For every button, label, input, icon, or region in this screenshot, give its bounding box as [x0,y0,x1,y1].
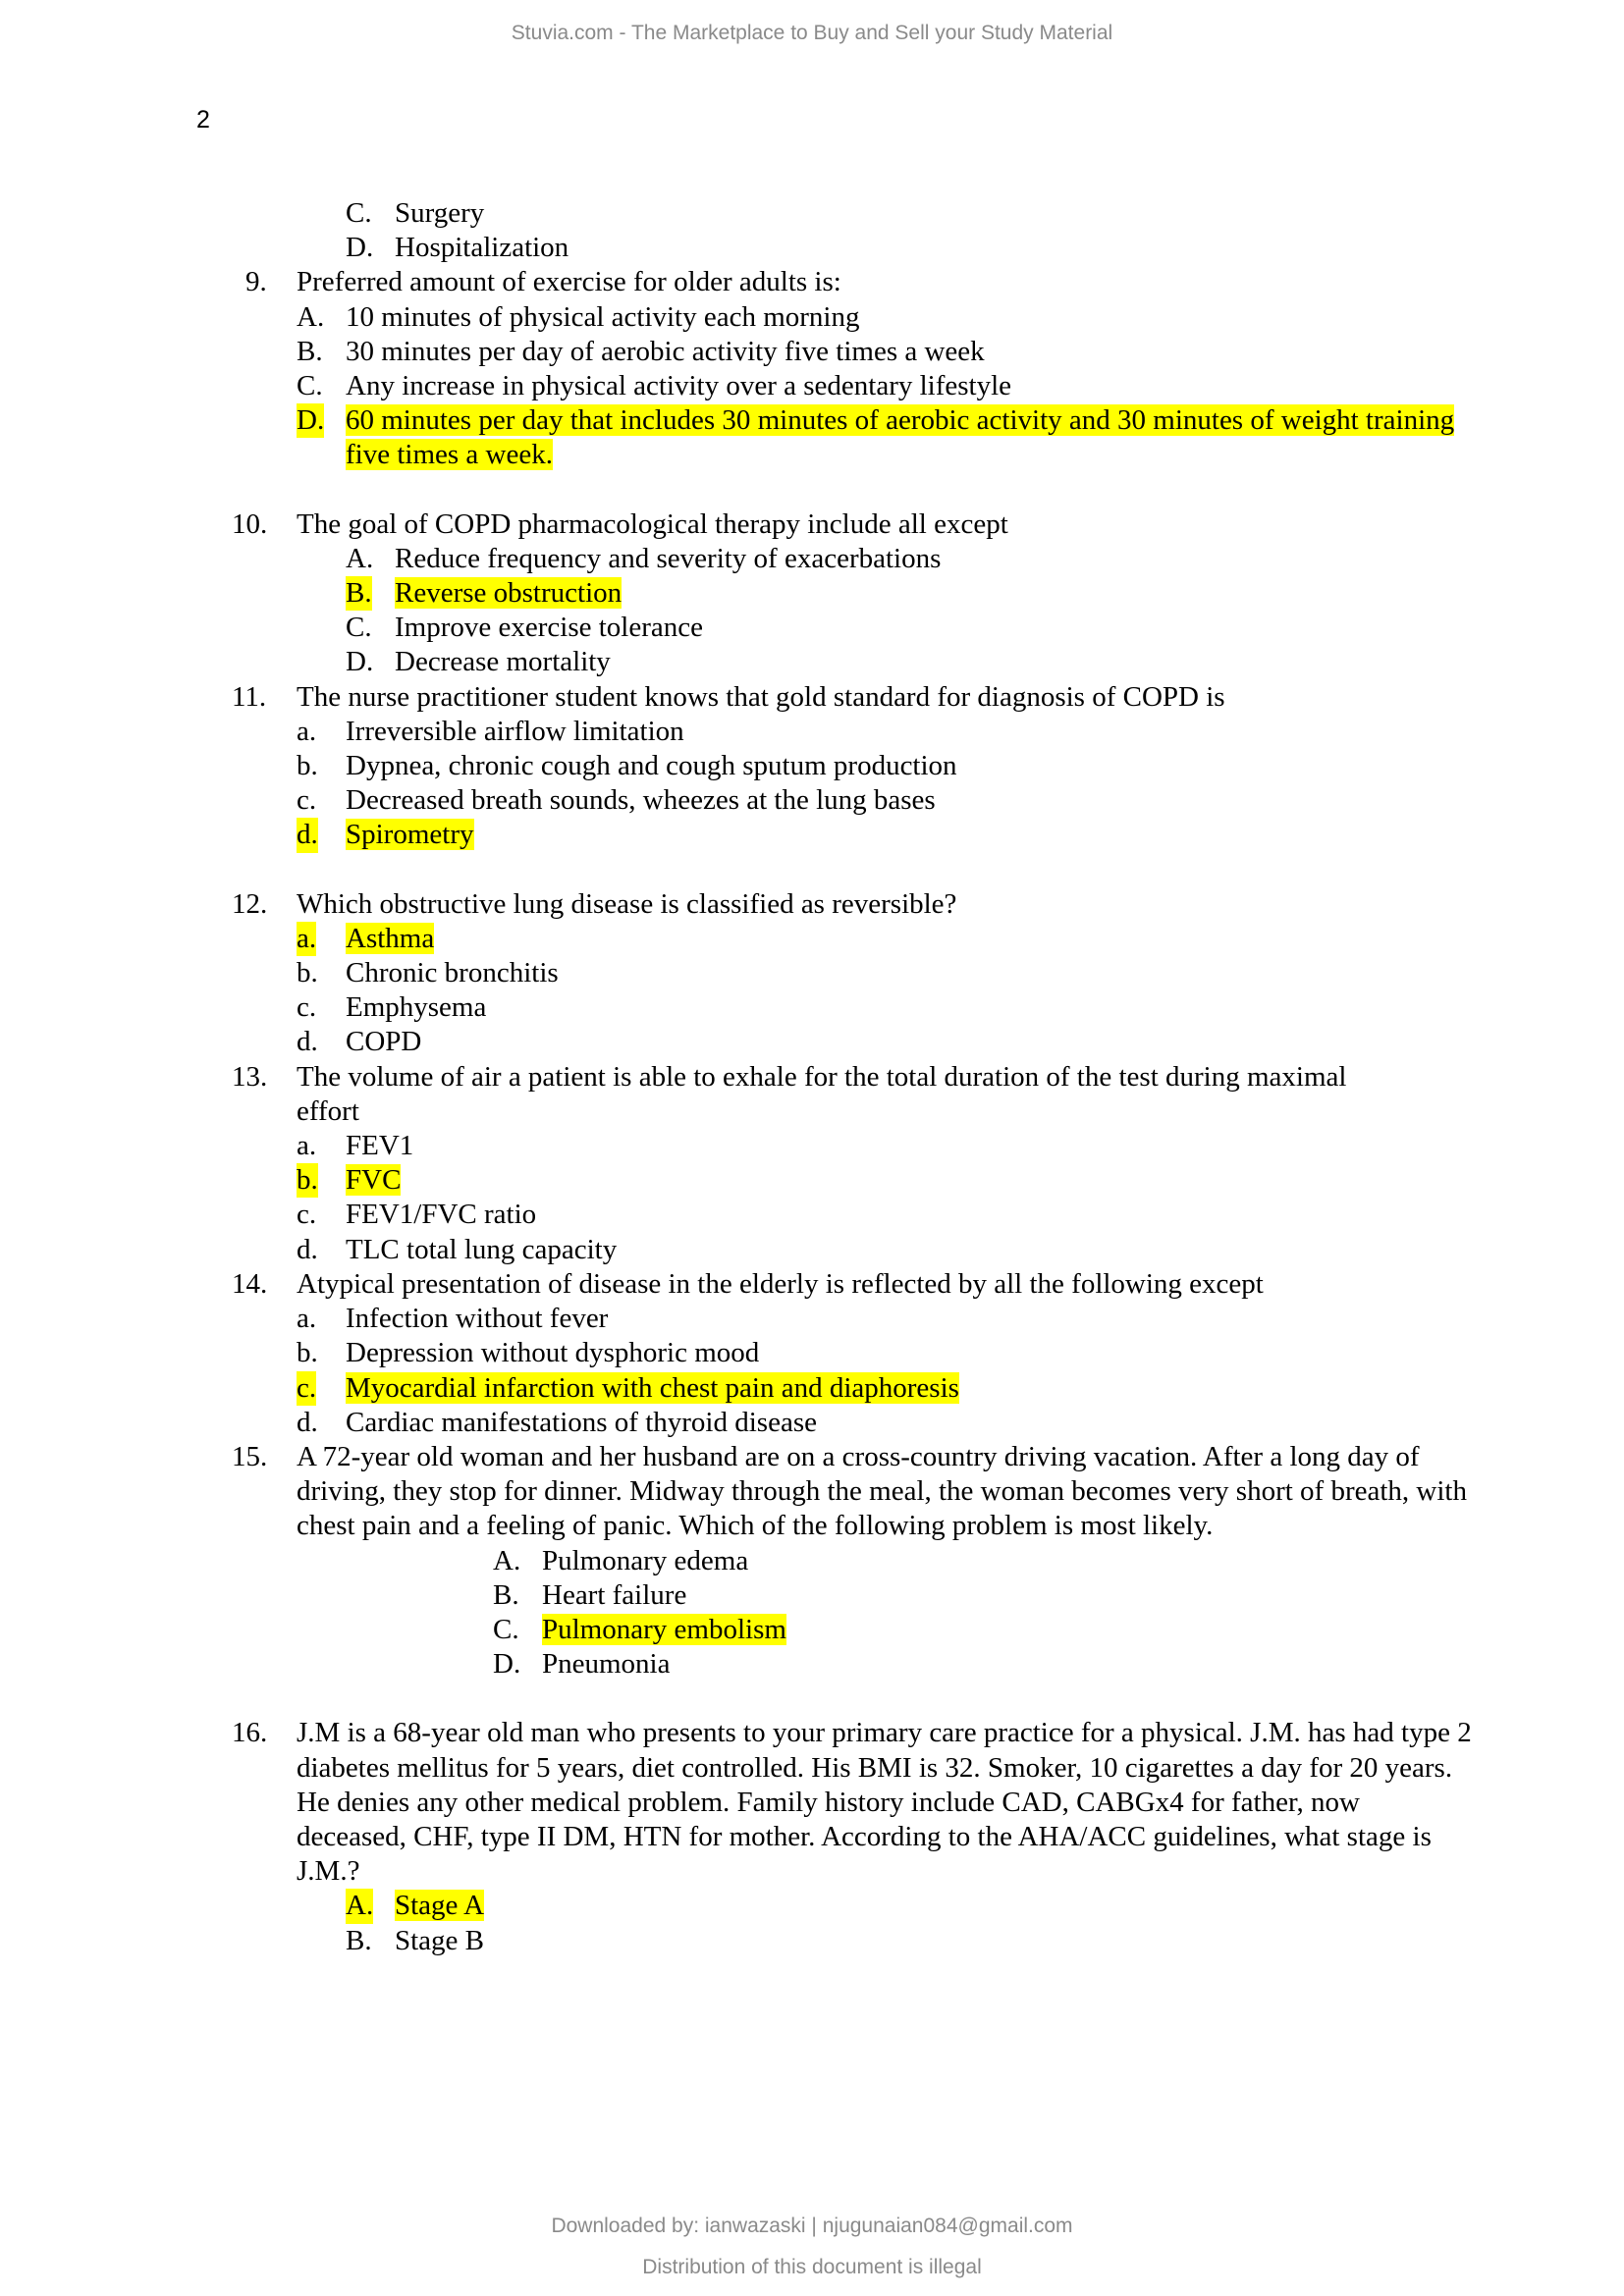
question-text: Which obstructive lung disease is classified as reversible? [297,887,957,920]
option-text: Infection without fever [346,1303,609,1335]
option-letter: a. [297,1130,317,1162]
option-letter: C. [493,1613,519,1645]
option-letter: B. [346,576,372,611]
option-letter: b. [297,957,318,989]
question-text: The nurse practitioner student knows that gold standard for diagnosis of COPD is [297,680,1225,713]
question-number: 11. [232,680,267,713]
option-letter: c. [297,991,317,1024]
option [0,335,1624,369]
option-text: Surgery [395,197,485,229]
question-number: 12. [232,887,268,920]
option-letter: b. [297,1337,318,1369]
option-letter: b. [297,750,318,782]
question-number: 16. [232,1717,268,1749]
option [0,956,1624,990]
option-letter: D. [493,1648,521,1681]
option-letter: a. [297,1303,317,1335]
option-text: Pulmonary edema [542,1544,749,1576]
option-text: 60 minutes per day that includes 30 minutes of aerobic activity and 30 minutes of weight training five times a week. [346,404,1455,471]
question-13 [0,1060,1416,1129]
downloaded-by-footer: Downloaded by: ianwazaski | njugunaian084@gmail.com [551,2215,1073,2237]
question-16 [0,1716,1475,1889]
option-text: Chronic bronchitis [346,957,559,989]
option-text: FEV1 [346,1130,414,1162]
option [0,1025,1624,1059]
option-text: Pulmonary embolism [542,1613,786,1645]
question-text: Preferred amount of exercise for older adults is: [297,266,841,298]
option-letter: C. [297,370,323,402]
option-text: Depression without dysphoric mood [346,1337,760,1369]
question-text: The volume of air a patient is able to exhale for the total duration of the test during maximal effort [297,1060,1347,1127]
option-letter: d. [297,1233,318,1265]
option-text: Reduce frequency and severity of exacerbations [395,542,942,574]
option-highlighted-answer [0,1613,1624,1647]
option-letter: c. [297,1199,317,1231]
option-text: Pneumonia [542,1648,671,1681]
option-letter: D. [346,232,374,264]
option-text: FEV1/FVC ratio [346,1199,537,1231]
option [0,645,1624,679]
question-12 [0,887,1471,922]
option-letter: B. [493,1578,519,1611]
option-letter: A. [346,542,374,574]
option-letter: c. [297,1371,316,1406]
option-highlighted-answer [0,576,1624,611]
option-letter: d. [297,1026,318,1058]
option-text: COPD [346,1026,422,1058]
option-text: Decrease mortality [395,646,611,678]
option-text: Spirometry [346,819,474,851]
option [0,1198,1624,1232]
question-number: 13. [232,1060,268,1093]
question-text: Atypical presentation of disease in the elderly is reflected by all the following except [297,1267,1264,1300]
option [0,715,1624,749]
option-highlighted-answer [0,922,1624,956]
option-letter: d. [297,818,318,852]
option [0,300,1624,335]
option-text: Any increase in physical activity over a sedentary lifestyle [346,370,1012,402]
option-letter: a. [297,715,317,747]
option [0,231,1624,265]
option [0,1544,1624,1578]
stuvia-watermark-header: Stuvia.com - The Marketplace to Buy and Sell your Study Material [511,22,1113,44]
document-body [0,196,1624,1958]
option [0,1924,1624,1958]
question-number: 10. [232,507,268,540]
option-text: Stage A [395,1890,485,1922]
option [0,369,1624,403]
option-text: 30 minutes per day of aerobic activity five times a week [346,335,985,367]
question-14 [0,1267,1471,1302]
option-highlighted-answer [0,1371,1624,1406]
option-text: Asthma [346,922,435,954]
option [0,1647,1624,1682]
option [0,196,1624,231]
option-highlighted-answer [0,818,1624,852]
option [0,1233,1624,1267]
option-letter: D. [346,646,374,678]
option [0,1336,1624,1370]
option [0,990,1624,1025]
question-text: A 72-year old woman and her husband are on a cross-country driving vacation. After a long day of driving, they stop for dinner. Midway through the meal, the woman becomes very short of breath, with chest pain and a feeling of panic. Which of the following problem is most likely. [297,1440,1467,1542]
option-letter: A. [493,1544,521,1576]
option-text: Dypnea, chronic cough and cough sputum production [346,750,957,782]
option-letter: A. [297,300,325,333]
distribution-notice-footer: Distribution of this document is illegal [642,2256,982,2278]
question-text: The goal of COPD pharmacological therapy include all except [297,507,1008,540]
option-letter: C. [346,612,372,644]
question-number: 15. [232,1440,268,1472]
option-letter: A. [346,1889,373,1923]
option-letter: d. [297,1406,318,1438]
question-number: 14. [232,1267,268,1300]
question-number: 9. [245,266,267,298]
option-text: Irreversible airflow limitation [346,715,684,747]
question-10 [0,507,1471,542]
option-highlighted-answer [0,403,1475,472]
question-11 [0,680,1471,715]
option-text: Heart failure [542,1578,687,1611]
option-text: Cardiac manifestations of thyroid disease [346,1406,817,1438]
option-text: Decreased breath sounds, wheezes at the lung bases [346,784,936,817]
option-text: TLC total lung capacity [346,1233,618,1265]
option-text: Stage B [395,1924,485,1956]
option [0,611,1624,645]
option-highlighted-answer [0,1889,1624,1923]
option-letter: C. [346,197,372,229]
option-letter: c. [297,784,317,817]
question-15 [0,1440,1475,1544]
option-text: Hospitalization [395,232,569,264]
option-text: Emphysema [346,991,487,1024]
option [0,783,1624,818]
option-text: FVC [346,1164,402,1197]
option [0,1578,1624,1613]
page-number: 2 [196,106,210,133]
question-text: J.M is a 68-year old man who presents to your primary care practice for a physical. J.M. has had type 2 diabetes mellitus for 5 years, diet controlled. His BMI is 32. Smoker, 10 cigarettes a day for 20 years. He denies any other medical problem. Family history include CAD, CABGx4 for father, now deceased, CHF, type II DM, HTN for mother. According to the AHA/ACC guidelines, what stage is J.M.? [297,1717,1472,1888]
option-highlighted-answer [0,1163,1624,1198]
option-text: 10 minutes of physical activity each morning [346,300,860,333]
option-letter: B. [346,1924,372,1956]
option [0,1129,1624,1163]
option-letter: D. [297,403,324,438]
option [0,542,1624,576]
option [0,749,1624,783]
question-9 [0,265,1471,299]
option-letter: b. [297,1163,318,1198]
option-letter: B. [297,335,323,367]
option [0,1302,1624,1336]
option [0,1406,1624,1440]
option-text: Myocardial infarction with chest pain and diaphoresis [346,1371,959,1404]
option-text: Improve exercise tolerance [395,612,703,644]
option-letter: a. [297,922,316,956]
option-text: Reverse obstruction [395,577,623,610]
